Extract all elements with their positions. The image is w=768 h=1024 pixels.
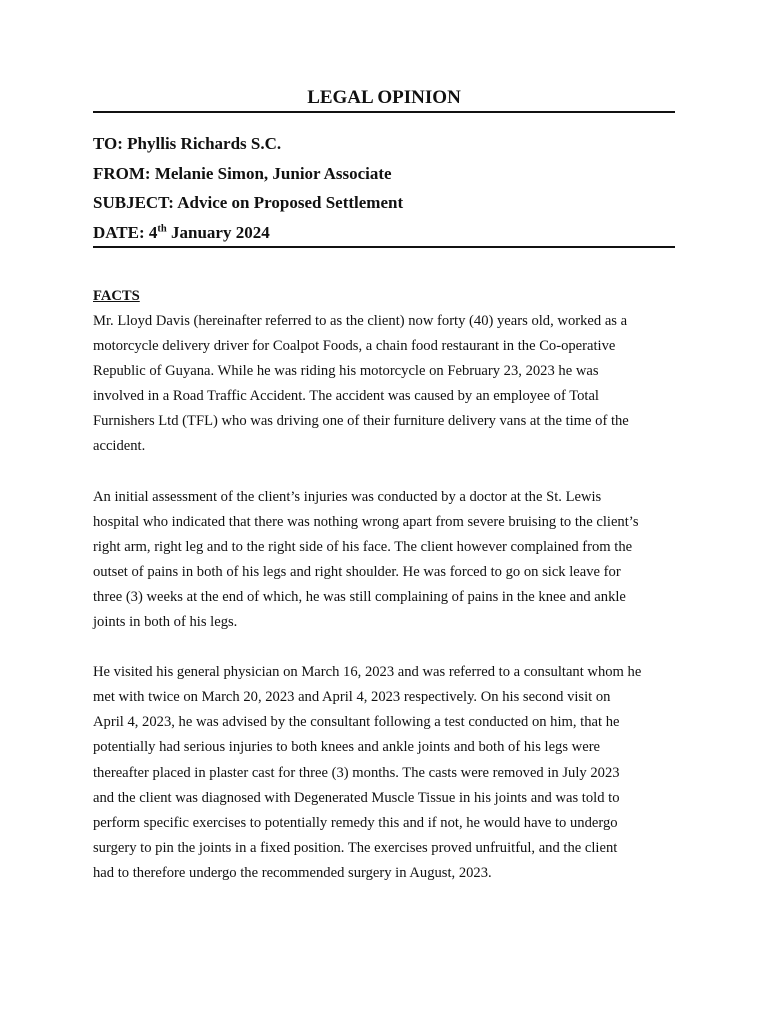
facts-heading: FACTS [93,288,140,304]
memo-date-rest: January 2024 [170,222,270,242]
paragraph-line: had to therefore undergo the recommended surgery in August, 2023. [93,864,492,881]
memo-date-label: DATE: [93,222,145,242]
paragraph-line: hospital who indicated that there was nothing wrong apart from severe bruising to the client’s [93,513,639,530]
paragraph-line: April 4, 2023, he was advised by the consultant following a test conducted on him, that he [93,714,620,731]
paragraph-line: involved in a Road Traffic Accident. The accident was caused by an employee of Total [93,388,599,405]
paragraph-line: An initial assessment of the client’s injuries was conducted by a doctor at the St. Lewis [93,488,602,505]
memo-date-line [93,218,675,248]
document-title: LEGAL OPINION [307,87,461,108]
memo-to-value: Phyllis Richards S.C. [127,134,282,153]
paragraph-line: met with twice on March 20, 2023 and April 4, 2023 respectively. On his second visit on [93,689,611,706]
memo-subject-label: SUBJECT: [93,193,174,212]
paragraph-line: three (3) weeks at the end of which, he was still complaining of pains in the knee and ankle [93,588,626,605]
memo-from-label: FROM: [93,163,151,183]
facts-paragraph-1 [93,309,675,460]
paragraph-line: right arm, right leg and to the right side of his face. The client however complained from the [93,538,633,555]
memo-subject-line [93,188,675,218]
facts-paragraph-2 [93,485,675,636]
document-page [93,86,675,886]
memo-header [93,113,675,247]
paragraph-line: accident. [93,438,146,455]
paragraph-line: perform specific exercises to potentially remedy this and if not, he would have to undergo [93,814,618,831]
paragraph-line: potentially had serious injuries to both knees and ankle joints and both of his legs were [93,739,601,756]
facts-paragraph-3 [93,660,675,886]
paragraph-line: outset of pains in both of his legs and right shoulder. He was forced to go on sick leave for [93,563,621,580]
paragraph-line: He visited his general physician on March 16, 2023 and was referred to a consultant whom he [93,664,642,681]
paragraph-line: Furnishers Ltd (TFL) who was driving one of their furniture delivery vans at the time of the [93,413,629,430]
paragraph-line: thereafter placed in plaster cast for three (3) months. The casts were removed in July 2023 [93,764,620,781]
memo-to-line [93,129,675,159]
paragraph-line: motorcycle delivery driver for Coalpot Foods, a chain food restaurant in the Co-operative [93,338,616,355]
paragraph-line: joints in both of his legs. [93,614,238,631]
memo-date-suffix: th [157,222,167,234]
memo-date-day: 4 [148,222,158,242]
paragraph-line: and the client was diagnosed with Degenerated Muscle Tissue in his joints and was told to [93,789,620,806]
paragraph-line: Mr. Lloyd Davis (hereinafter referred to as the client) now forty (40) years old, worked as a [93,313,628,329]
memo-to-label: TO: [93,134,123,153]
memo-subject-value: Advice on Proposed Settlement [177,193,404,212]
memo-from-line [93,159,675,189]
paragraph-spacer [93,460,675,485]
memo-from-value: Melanie Simon, Junior Associate [154,163,392,183]
paragraph-spacer [93,635,675,660]
paragraph-line: Republic of Guyana. While he was riding his motorcycle on February 23, 2023 he was [93,363,599,380]
paragraph-line: surgery to pin the joints in a fixed position. The exercises proved unfruitful, and the client [93,839,618,856]
